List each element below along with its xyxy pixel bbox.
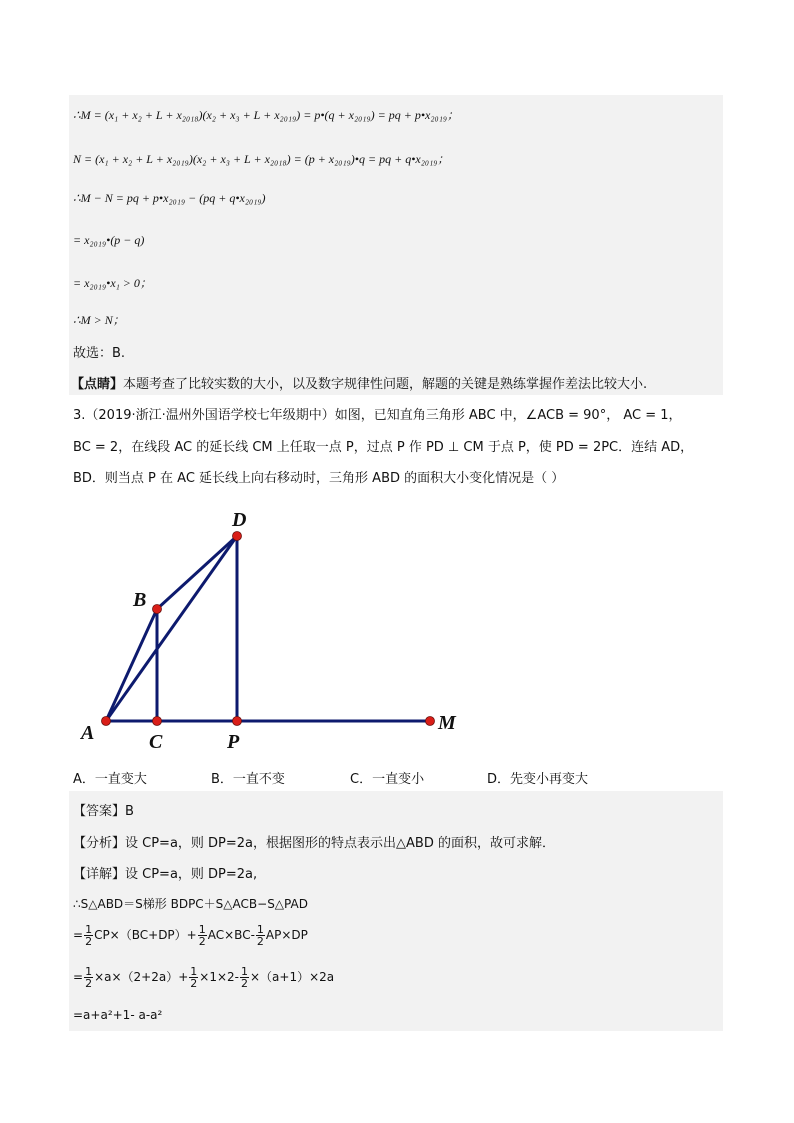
- answer-line: 【答案】B: [73, 804, 134, 819]
- segment-ad: [106, 536, 237, 721]
- solution-line-1: ∴M = (x₁ + x₂ + L + x₂₀₁₈)(x₂ + x₃ + L + x₂₀₁₉) = p•(q + x₂₀₁₉) = pq + p•x₂₀₁₉；: [73, 108, 460, 122]
- detail-line: 【详解】设 CP=a，则 DP=2a,: [73, 867, 258, 882]
- figure-points: [102, 532, 435, 726]
- label-d: D: [232, 509, 247, 531]
- equals-sign: =: [73, 928, 84, 942]
- point-p: [233, 717, 242, 726]
- label-a: A: [81, 722, 95, 744]
- point-a: [102, 717, 111, 726]
- problem-line-3: BD．则当点 P 在 AC 延长线上向右移动时，三角形 ABD 的面积大小变化情况是（ ）: [73, 471, 565, 486]
- fraction-half: $\frac{1}{2}$: [198, 923, 206, 948]
- area-step-1: [73, 924, 308, 947]
- step2-part-b: ×1×2-: [199, 970, 239, 984]
- label-b: B: [133, 589, 147, 611]
- figure-lines: [106, 536, 430, 721]
- solution-line-3: ∴M − N = pq + p•x₂₀₁₉ − (pq + q•x₂₀₁₉): [73, 191, 266, 205]
- solution-line-6: ∴M > N；: [73, 313, 125, 327]
- option-a: A．一直变大: [73, 772, 147, 787]
- equals-sign: =: [73, 970, 84, 984]
- label-p: P: [227, 731, 240, 753]
- problem-line-1: 3.（2019·浙江·温州外国语学校七年级期中）如图，已知直角三角形 ABC 中，∠ACB = 90°， AC = 1，: [73, 408, 682, 423]
- step1-part-a: CP×（BC+DP）+: [94, 928, 197, 942]
- step2-part-a: ×a×（2+2a）+: [94, 970, 189, 984]
- step1-part-c: AP×DP: [265, 928, 308, 942]
- point-c: [153, 717, 162, 726]
- solution-choice: 故选：B.: [73, 346, 126, 361]
- area-step-2: [73, 966, 334, 989]
- step1-part-b: AC×BC-: [207, 928, 255, 942]
- solution-line-4: = x₂₀₁₉•(p − q): [73, 233, 145, 247]
- segment-ab: [106, 609, 157, 721]
- label-c: C: [149, 731, 163, 753]
- label-m: M: [438, 712, 456, 734]
- option-c: C．一直变小: [350, 772, 425, 787]
- solution-line-2: N = (x₁ + x₂ + L + x₂₀₁₉)(x₂ + x₃ + L + x₂₀₁₈) = (p + x₂₀₁₉)•q = pq + q•x₂₀₁₉；: [73, 152, 450, 166]
- analysis-line: 【分析】设 CP=a，则 DP=2a，根据图形的特点表示出△ABD 的面积，故可求解．: [73, 836, 555, 851]
- area-step-3: =a+a²+1- a-a²: [73, 1008, 163, 1022]
- step2-part-c: ×（a+1）×2a: [249, 970, 335, 984]
- problem-line-2: BC = 2，在线段 AC 的延长线 CM 上任取一点 P，过点 P 作 PD ⊥ CM 于点 P，使 PD = 2PC．连结 AD，: [73, 440, 694, 455]
- geometry-figure: [70, 500, 470, 760]
- segment-bd: [157, 536, 237, 609]
- fraction-half: $\frac{1}{2}$: [85, 923, 93, 948]
- option-d: D．先变小再变大: [487, 772, 589, 787]
- point-m: [426, 717, 435, 726]
- point-d: [233, 532, 242, 541]
- fraction-half: $\frac{1}{2}$: [256, 923, 264, 948]
- dianjing-text: 本题考查了比较实数的大小，以及数字规律性问题，解题的关键是熟练掌握作差法比较大小.: [123, 377, 648, 392]
- fraction-half: $\frac{1}{2}$: [240, 965, 248, 990]
- dianjing-tag: 【点睛】: [71, 377, 124, 392]
- solution-line-5: = x₂₀₁₉•x₁ > 0；: [73, 276, 152, 290]
- area-formula: ∴S△ABD＝S梯形 BDPC＋S△ACB−S△PAD: [73, 897, 308, 911]
- dianjing-line: [71, 373, 647, 392]
- fraction-half: $\frac{1}{2}$: [85, 965, 93, 990]
- option-b: B．一直不变: [211, 772, 285, 787]
- fraction-half: $\frac{1}{2}$: [190, 965, 198, 990]
- solution-band: [69, 95, 723, 395]
- point-b: [153, 605, 162, 614]
